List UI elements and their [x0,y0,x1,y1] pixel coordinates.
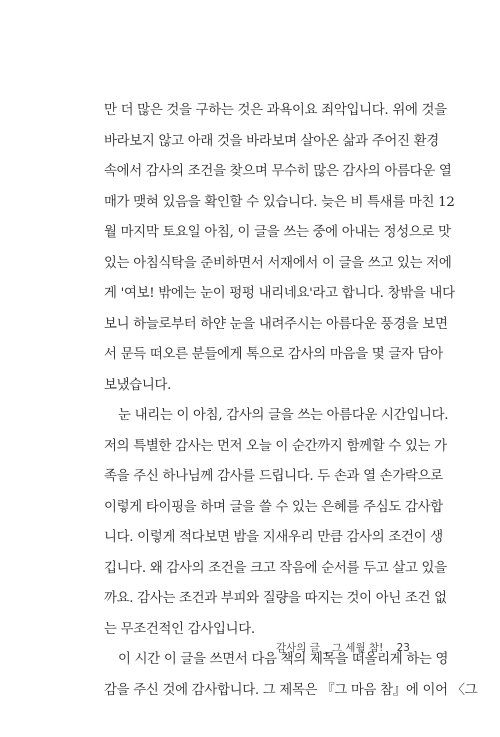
page-footer [276,640,410,655]
paragraph-start-line: 눈 내리는 이 아침, 감사의 글을 쓰는 아름다운 시간입니다. [118,408,449,423]
page-number: 23 [396,642,410,654]
body-line: 깁니다. 왜 감사의 조건을 크고 작음에 순서를 두고 살고 있을 [104,560,447,576]
running-title: 감사의 글 _ 그 세월 참! [275,642,384,654]
body-text [104,96,478,706]
body-line: 족을 주신 하나님께 감사를 드립니다. 두 손과 열 손가락으로 [104,469,443,484]
body-line: 이렇게 타이핑을 하며 글을 쓸 수 있는 은혜를 주심도 감사합 [104,499,443,515]
body-line: 니다. 이렇게 적다보면 밤을 지새우리 만큼 감사의 조건이 생 [104,530,443,545]
paragraph-start-line: 이 시간 이 글을 쓰면서 다음 책의 제목을 떠올리게 하는 영 [118,652,449,667]
body-line: 보니 하늘로부터 하얀 눈을 내려주시는 아름다운 풍경을 보면 [104,316,448,332]
body-line: 보냈습니다. [104,377,172,393]
body-line: 저의 특별한 감사는 먼저 오늘 이 순간까지 함께할 수 있는 가 [104,438,447,454]
body-line: 매가 맺혀 있음을 확인할 수 있습니다. 늦은 비 특새를 마친 12 [104,194,455,210]
body-line: 게 '여보! 밖에는 눈이 펑펑 내리네요'라고 합니다. 창밖을 내다 [104,286,455,301]
body-line: 바라보지 않고 아래 것을 바라보며 살아온 삶과 주어진 환경 [104,133,439,149]
body-line: 있는 아침식탁을 준비하면서 서재에서 이 글을 쓰고 있는 저에 [104,255,452,271]
body-line: 감을 주신 것에 감사합니다. 그 제목은 『그 마음 참』에 이어 〈그 [104,682,478,698]
body-line: 월 마지막 토요일 아침, 이 글을 쓰는 중에 아내는 정성으로 맛 [104,225,451,240]
body-line: 만 더 많은 것을 구하는 것은 과욕이요 죄악입니다. 위에 것을 [104,103,447,118]
body-line: 서 문득 떠오른 분들에게 톡으로 감사의 마음을 몇 글자 담아 [104,347,443,362]
body-line: 까요. 감사는 조건과 부피와 질량을 따지는 것이 아닌 조건 없 [104,591,447,606]
body-line: 는 무조건적인 감사입니다. [104,621,255,637]
body-line: 속에서 감사의 조건을 찾으며 무수히 많은 감사의 아름다운 열 [104,164,452,179]
